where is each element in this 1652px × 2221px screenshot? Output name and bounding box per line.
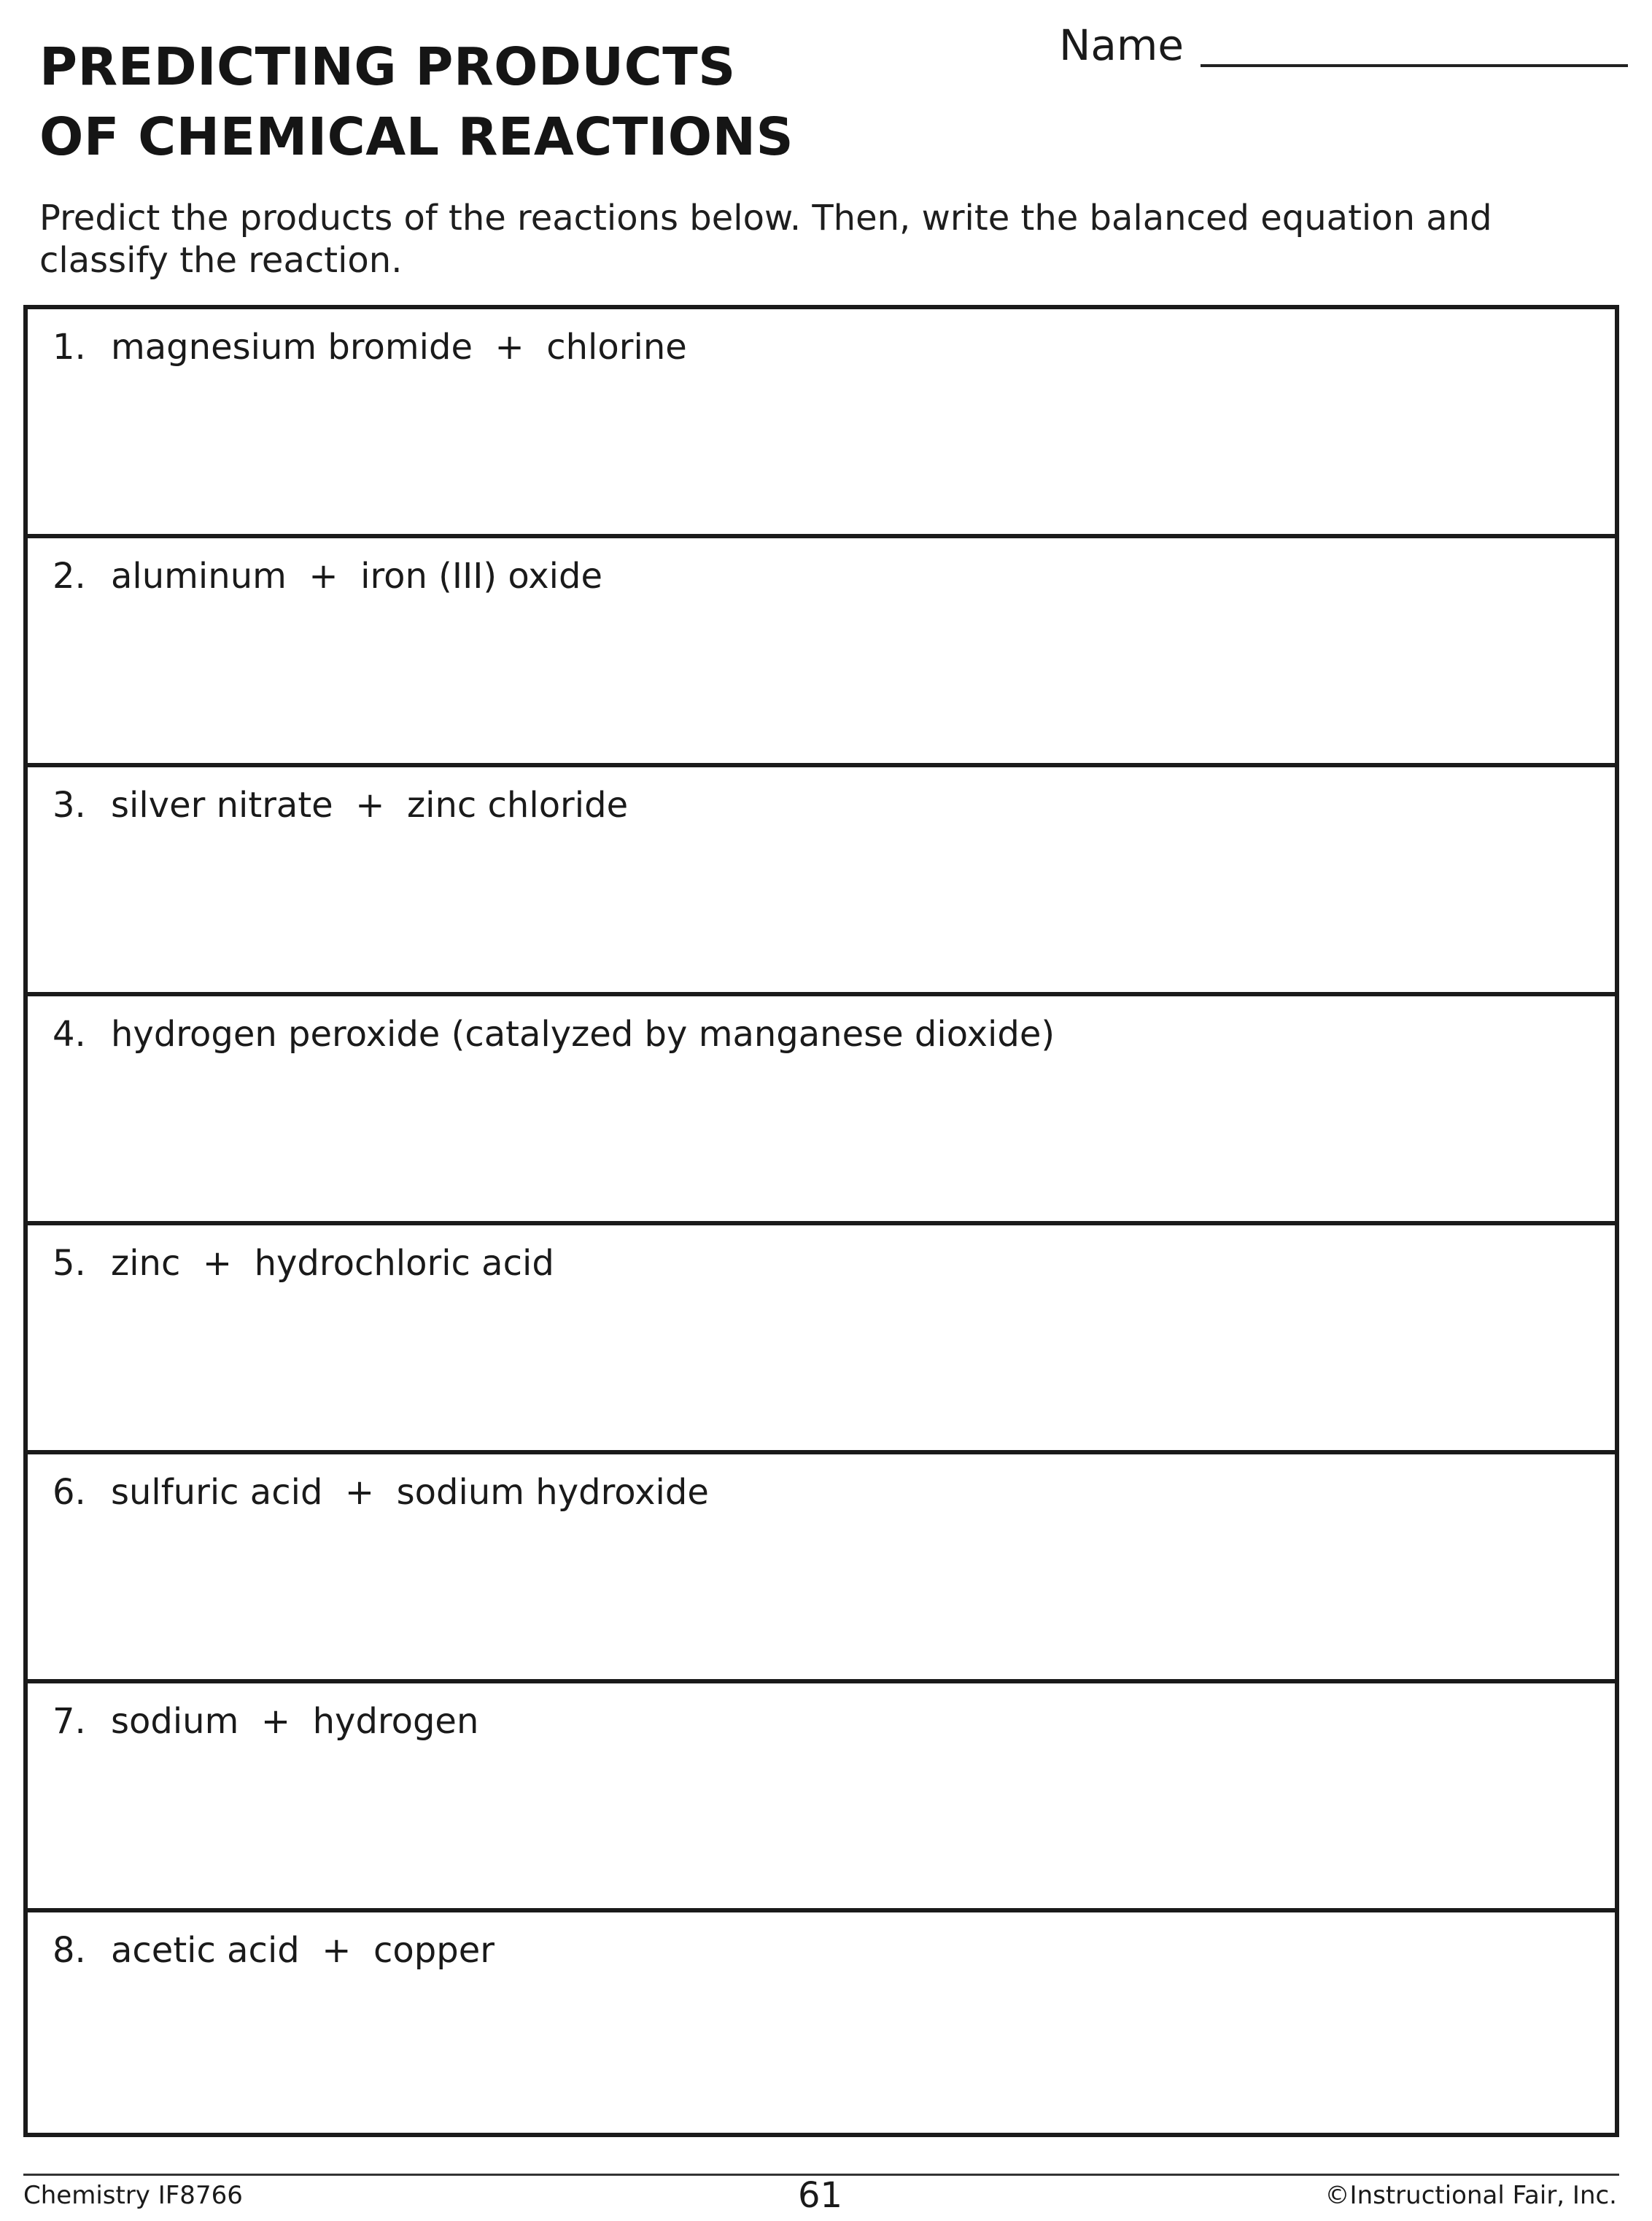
problem-prompt bbox=[53, 554, 602, 598]
problem-box-7[interactable] bbox=[28, 1683, 1615, 1912]
problem-number: 3. bbox=[53, 785, 86, 826]
problem-reactants: acetic acid + copper bbox=[111, 1930, 495, 1971]
instructions-text: Predict the products of the reactions below. Then, write the balanced equation and classify the reaction. bbox=[39, 198, 1492, 281]
page-number: 61 bbox=[798, 2175, 843, 2216]
problem-reactants: hydrogen peroxide (catalyzed by manganese dioxide) bbox=[111, 1014, 1055, 1055]
problem-box-2[interactable] bbox=[28, 538, 1615, 767]
problem-box-8[interactable] bbox=[28, 1912, 1615, 2141]
problem-number: 5. bbox=[53, 1243, 86, 1284]
problem-reactants: sulfuric acid + sodium hydroxide bbox=[111, 1472, 709, 1513]
problem-reactants: zinc + hydrochloric acid bbox=[111, 1243, 554, 1284]
problem-box-4[interactable] bbox=[28, 996, 1615, 1225]
footer-copyright: ©Instructional Fair, Inc. bbox=[1325, 2181, 1617, 2210]
title-line-2: OF CHEMICAL REACTIONS bbox=[39, 106, 794, 167]
title-line-1: PREDICTING PRODUCTS bbox=[39, 36, 736, 97]
problem-prompt bbox=[53, 1012, 1055, 1056]
problem-prompt bbox=[53, 1241, 554, 1285]
problem-reactants: silver nitrate + zinc chloride bbox=[111, 785, 629, 826]
problem-prompt bbox=[53, 325, 687, 369]
problem-reactants: sodium + hydrogen bbox=[111, 1701, 479, 1742]
problem-number: 6. bbox=[53, 1472, 86, 1513]
problem-number: 8. bbox=[53, 1930, 86, 1971]
problem-box-1[interactable] bbox=[28, 309, 1615, 538]
problem-number: 1. bbox=[53, 327, 86, 368]
worksheet-title bbox=[39, 32, 794, 172]
problem-number: 4. bbox=[53, 1014, 86, 1055]
problem-number: 7. bbox=[53, 1701, 86, 1742]
name-field[interactable] bbox=[1059, 19, 1635, 77]
problem-prompt bbox=[53, 1699, 478, 1743]
problem-box-6[interactable] bbox=[28, 1454, 1615, 1683]
name-label: Name bbox=[1059, 20, 1184, 70]
problem-list bbox=[23, 305, 1619, 2137]
problem-reactants: magnesium bromide + chlorine bbox=[111, 327, 687, 368]
footer-book-code: Chemistry IF8766 bbox=[23, 2181, 243, 2210]
problem-prompt bbox=[53, 783, 628, 827]
problem-box-5[interactable] bbox=[28, 1225, 1615, 1454]
problem-reactants: aluminum + iron (III) oxide bbox=[111, 556, 602, 597]
problem-prompt bbox=[53, 1929, 495, 1972]
problem-prompt bbox=[53, 1470, 709, 1514]
problem-number: 2. bbox=[53, 556, 86, 597]
name-blank-line[interactable] bbox=[1201, 64, 1628, 67]
problem-box-3[interactable] bbox=[28, 767, 1615, 996]
